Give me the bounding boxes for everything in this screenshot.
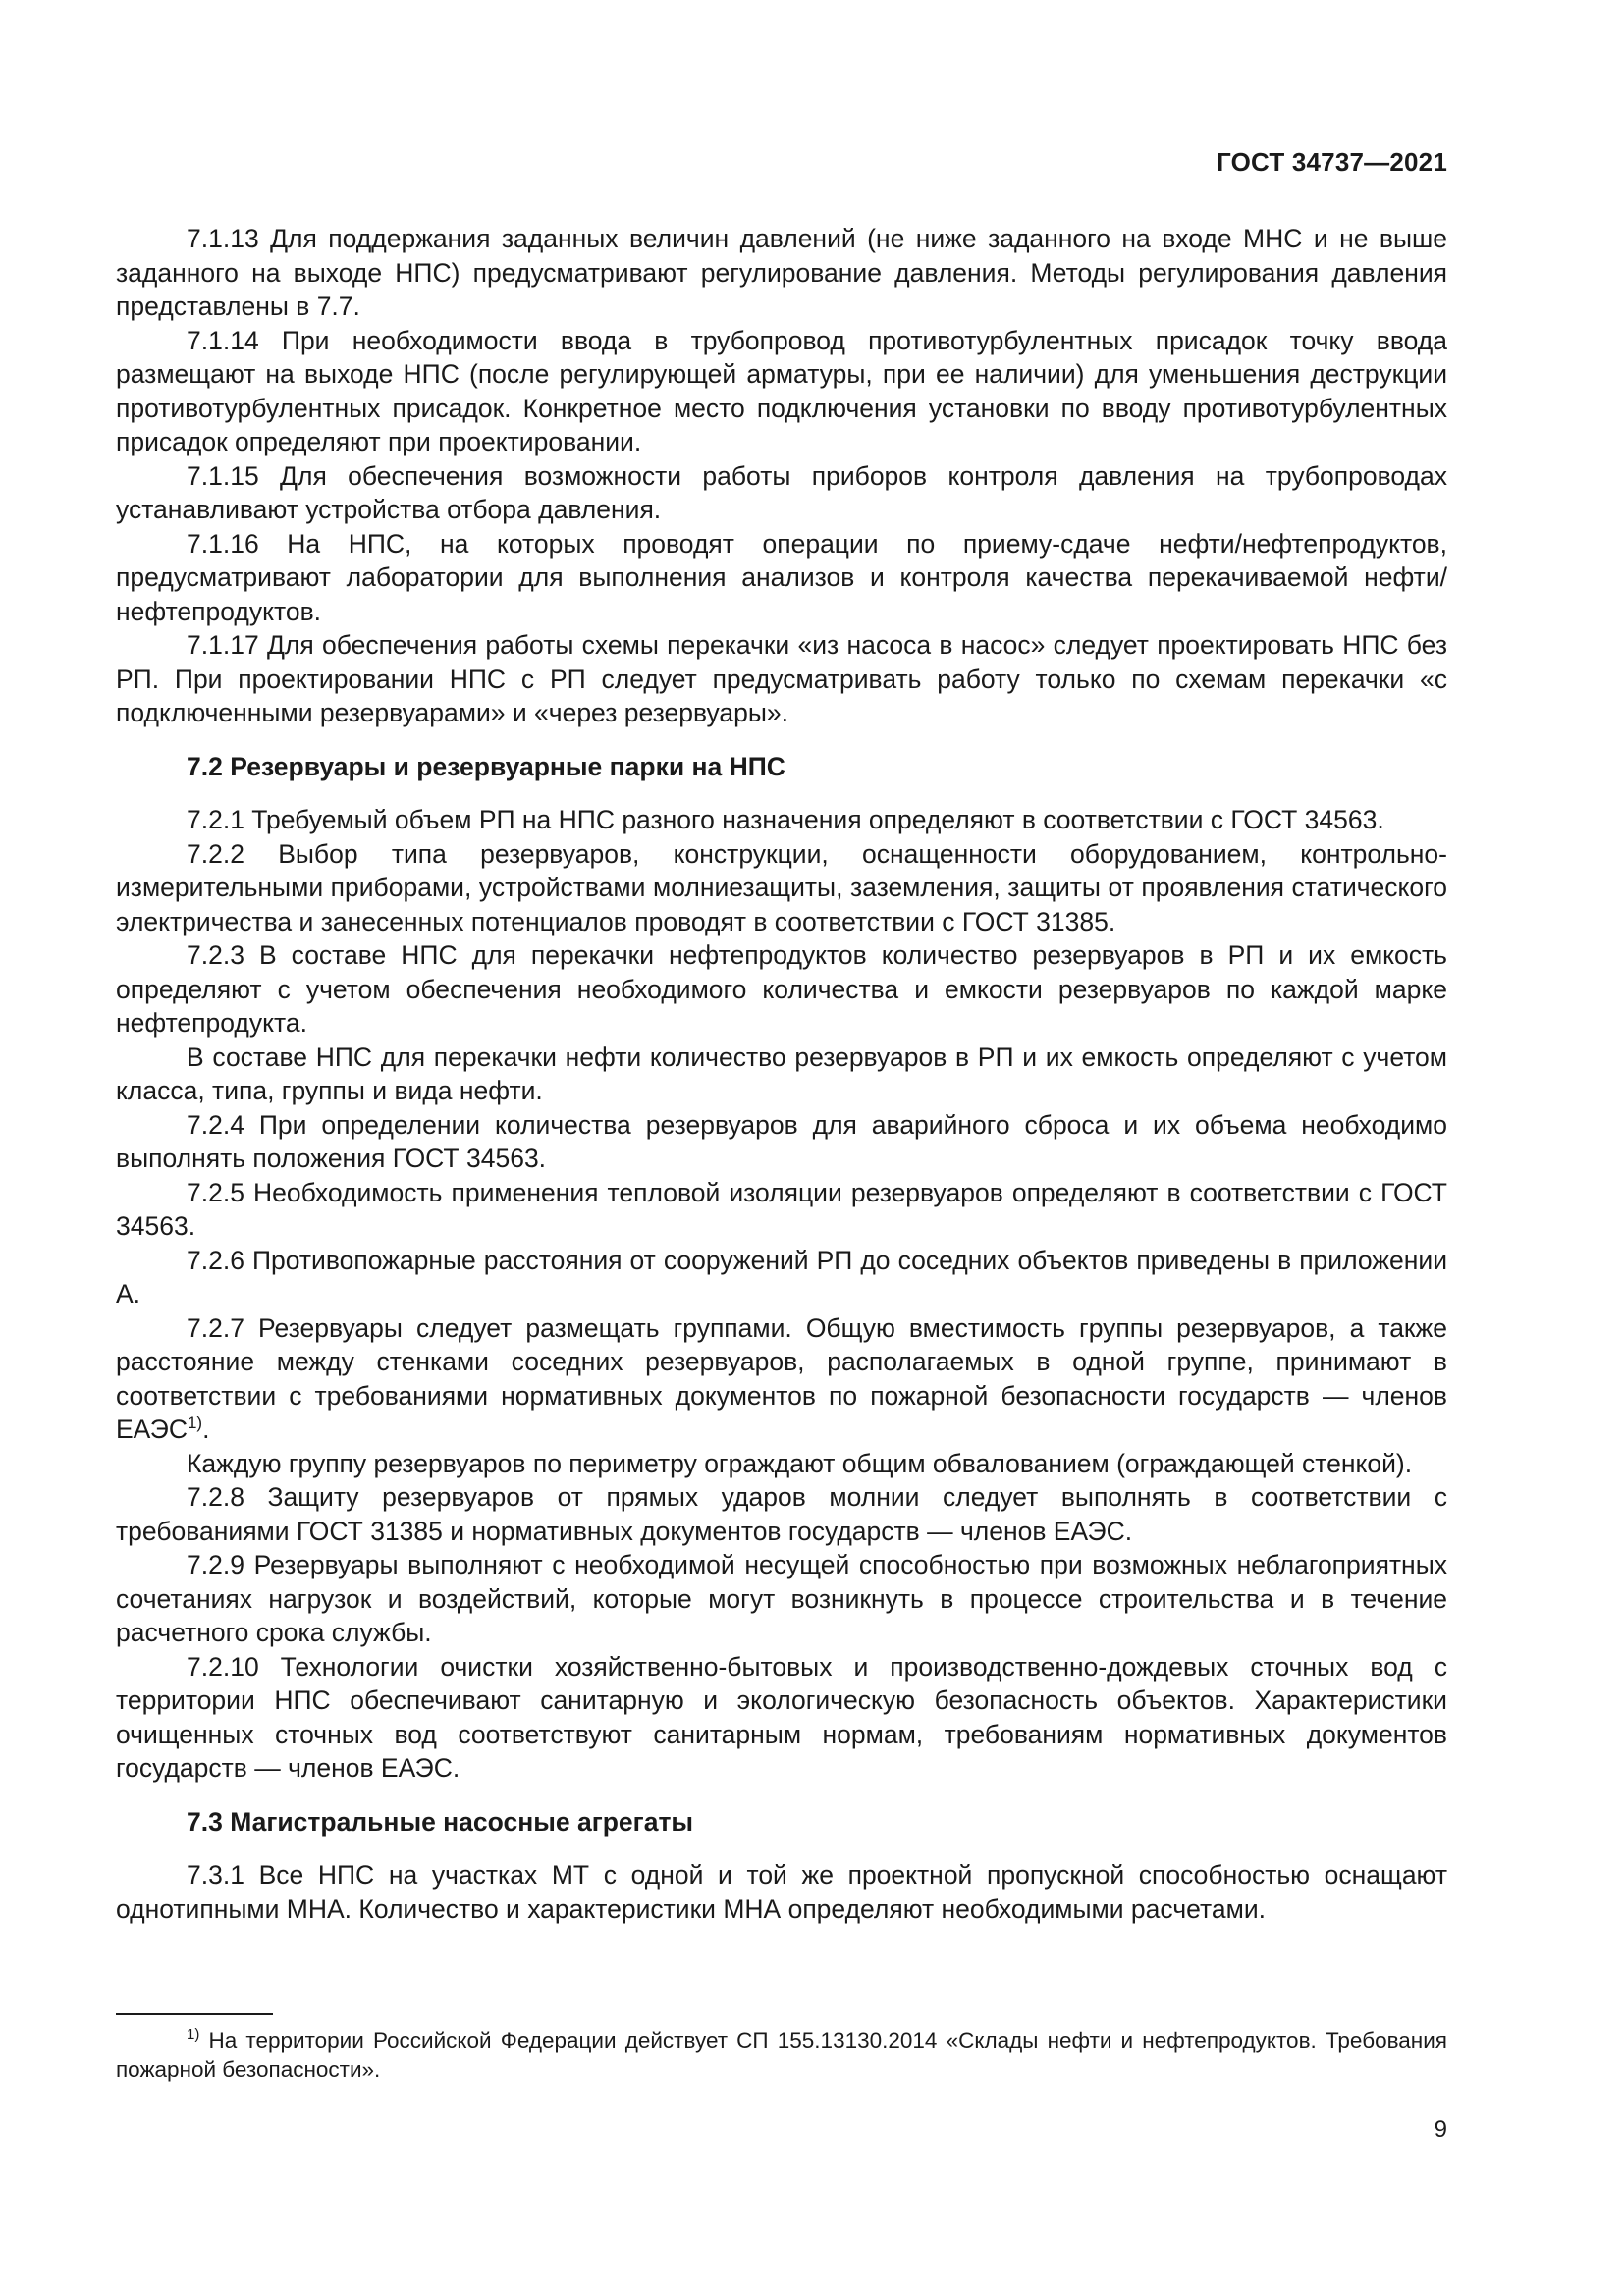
page-number: 9 xyxy=(1434,2116,1447,2143)
footnote-text: На территории Российской Федерации действует СП 155.13130.2014 «Склады нефти и нефтепродуктов. Требования пожарной безопасности». xyxy=(116,2028,1447,2082)
paragraph-7-2-2: 7.2.2 Выбор типа резервуаров, конструкции, оснащенности оборудованием, контрольно-измерительными приборами, устройствами молниезащиты, заземления, защиты от проявления статического электричества и занесенных потенциалов проводят в соответствии с ГОСТ 31385. xyxy=(116,838,1447,936)
paragraph-7-2-6: 7.2.6 Противопожарные расстояния от сооружений РП до соседних объектов приведены в приложении А. xyxy=(116,1245,1447,1308)
paragraph-7-2-5: 7.2.5 Необходимость применения тепловой изоляции резервуаров определяют в соответствии с ГОСТ 34563. xyxy=(116,1177,1447,1241)
footnote xyxy=(116,2026,1447,2085)
section-heading-7-3: 7.3 Магистральные насосные агрегаты xyxy=(187,1806,694,1837)
document-header: ГОСТ 34737—2021 xyxy=(1217,147,1447,177)
document-body xyxy=(116,222,1447,1926)
footnote-divider xyxy=(116,2013,273,2015)
paragraph-7-2-3-oil: В составе НПС для перекачки нефти количество резервуаров в РП и их емкость определяют с учетом класса, типа, группы и вида нефти. xyxy=(116,1041,1447,1105)
paragraph-7-2-3: 7.2.3 В составе НПС для перекачки нефтепродуктов количество резервуаров в РП и их емкость определяют с учетом обеспечения необходимого количества и емкости резервуаров по каждой марке нефтепродукта. xyxy=(116,940,1447,1038)
footnote-reference[interactable]: 1) xyxy=(187,1414,203,1432)
paragraph-tank-group-fencing: Каждую группу резервуаров по периметру ограждают общим обвалованием (ограждающей стенкой). xyxy=(187,1448,1413,1478)
paragraph-7-1-13: 7.1.13 Для поддержания заданных величин давлений (не ниже заданного на входе МНС и не выше заданного на выходе НПС) предусматривают регулирование давления. Методы регулирования давления представлены в 7.7. xyxy=(116,224,1447,321)
paragraph-7-1-14: 7.1.14 При необходимости ввода в трубопровод противотурбулентных присадок точку ввода размещают на выходе НПС (после регулирующей арматуры, при ее наличии) для уменьшения деструкции противотурбулентных присадок. Конкретное место подключения установки по вводу противотурбулентных присадок определяют при проектировании. xyxy=(116,325,1447,456)
paragraph-7-2-9: 7.2.9 Резервуары выполняют с необходимой несущей способностью при возможных неблагоприятных сочетаниях нагрузок и воздействий, которые могут возникнуть в процессе строительства и в течение расчетного срока службы. xyxy=(116,1550,1447,1647)
paragraph-7-2-7-end: . xyxy=(202,1415,210,1444)
paragraph-7-1-15: 7.1.15 Для обеспечения возможности работы приборов контроля давления на трубопроводах устанавливают устройства отбора давления. xyxy=(116,460,1447,524)
paragraph-7-3-1: 7.3.1 Все НПС на участках МТ с одной и той же проектной пропускной способностью оснащают однотипными МНА. Количество и характеристики МНА определяют необходимыми расчетами. xyxy=(116,1860,1447,1924)
paragraph-7-2-7 xyxy=(116,1311,1447,1447)
paragraph-7-2-4: 7.2.4 При определении количества резервуаров для аварийного сброса и их объема необходимо выполнять положения ГОСТ 34563. xyxy=(116,1109,1447,1173)
section-heading-7-2: 7.2 Резервуары и резервуарные парки на НПС xyxy=(187,751,785,781)
paragraph-7-2-7-text: 7.2.7 Резервуары следует размещать группами. Общую вместимость группы резервуаров, а также расстояние между стенками соседних резервуаров, располагаемых в одной группе, принимают в соответствии с требованиями нормативных документов по пожарной безопасности государств — членов ЕАЭС xyxy=(116,1312,1447,1444)
paragraph-7-2-1: 7.2.1 Требуемый объем РП на НПС разного назначения определяют в соответствии с ГОСТ 34563. xyxy=(187,805,1384,834)
paragraph-7-1-17: 7.1.17 Для обеспечения работы схемы перекачки «из насоса в насос» следует проектировать НПС без РП. При проектировании НПС с РП следует предусматривать работу только по схемам перекачки «с подключенными резервуарами» и «через резервуары». xyxy=(116,630,1447,727)
paragraph-7-2-8: 7.2.8 Защиту резервуаров от прямых ударов молнии следует выполнять в соответствии с требованиями ГОСТ 31385 и нормативных документов государств — членов ЕАЭС. xyxy=(116,1482,1447,1546)
paragraph-7-2-10: 7.2.10 Технологии очистки хозяйственно-бытовых и производственно-дождевых сточных вод с территории НПС обеспечивают санитарную и экологическую безопасность объектов. Характеристики очищенных сточных вод соответствуют санитарным нормам, требованиям нормативных документов государств — членов ЕАЭС. xyxy=(116,1651,1447,1783)
footnote-marker: 1) xyxy=(187,2026,200,2043)
paragraph-7-1-16: 7.1.16 На НПС, на которых проводят операции по приему-сдаче нефти/нефтепродуктов, предусматривают лаборатории для выполнения анализов и контроля качества перекачиваемой нефти/нефтепродуктов. xyxy=(116,528,1447,626)
